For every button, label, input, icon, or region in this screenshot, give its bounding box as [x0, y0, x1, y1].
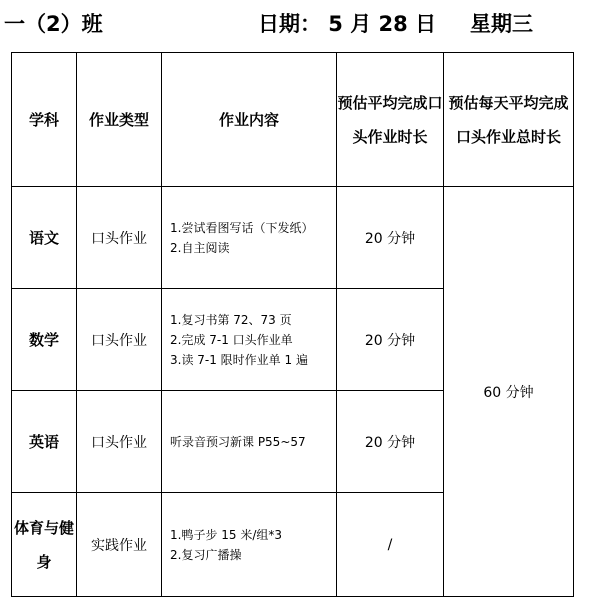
class-name: 一（2）班: [4, 12, 103, 36]
homework-table: [11, 52, 574, 597]
type-cell: 口头作业: [77, 187, 162, 289]
content-line: 2.完成 7-1 口头作业单: [170, 332, 293, 347]
total-duration-cell: 60 分钟: [444, 187, 574, 597]
content-line: 1.复习书第 72、73 页: [170, 312, 292, 327]
content-cell: [162, 493, 337, 597]
duration-cell: 20 分钟: [337, 391, 444, 493]
table-header-row: [12, 53, 574, 187]
column-header-content: 作业内容: [162, 53, 337, 187]
subject-cell: 英语: [12, 391, 77, 493]
content-line: 1.鸭子步 15 米/组*3: [170, 527, 283, 542]
subject-cell: 体育与健身: [12, 493, 77, 597]
column-header-total: 预估每天平均完成口头作业总时长: [444, 53, 574, 187]
content-line: 3.读 7-1 限时作业单 1 遍: [170, 352, 308, 367]
duration-cell: /: [337, 493, 444, 597]
content-cell: [162, 289, 337, 391]
type-cell: 口头作业: [77, 391, 162, 493]
content-line: 2.复习广播操: [170, 547, 242, 562]
subject-cell: 数学: [12, 289, 77, 391]
type-cell: 实践作业: [77, 493, 162, 597]
column-header-duration: 预估平均完成口头作业时长: [337, 53, 444, 187]
subject-cell: 语文: [12, 187, 77, 289]
type-cell: 口头作业: [77, 289, 162, 391]
column-header-type: 作业类型: [77, 53, 162, 187]
table-row: [12, 187, 574, 289]
content-cell: [162, 391, 337, 493]
column-header-subject: 学科: [12, 53, 77, 187]
duration-cell: 20 分钟: [337, 187, 444, 289]
content-line: 1.尝试看图写话（下发纸）: [170, 220, 314, 235]
content-line: 听录音预习新课 P55~57: [170, 434, 306, 449]
weekday-label: 星期三: [470, 12, 533, 36]
content-cell: [162, 187, 337, 289]
duration-cell: 20 分钟: [337, 289, 444, 391]
page-header: [0, 8, 589, 36]
date-label: 日期： 5 月 28 日: [258, 12, 437, 36]
content-line: 2.自主阅读: [170, 240, 230, 255]
